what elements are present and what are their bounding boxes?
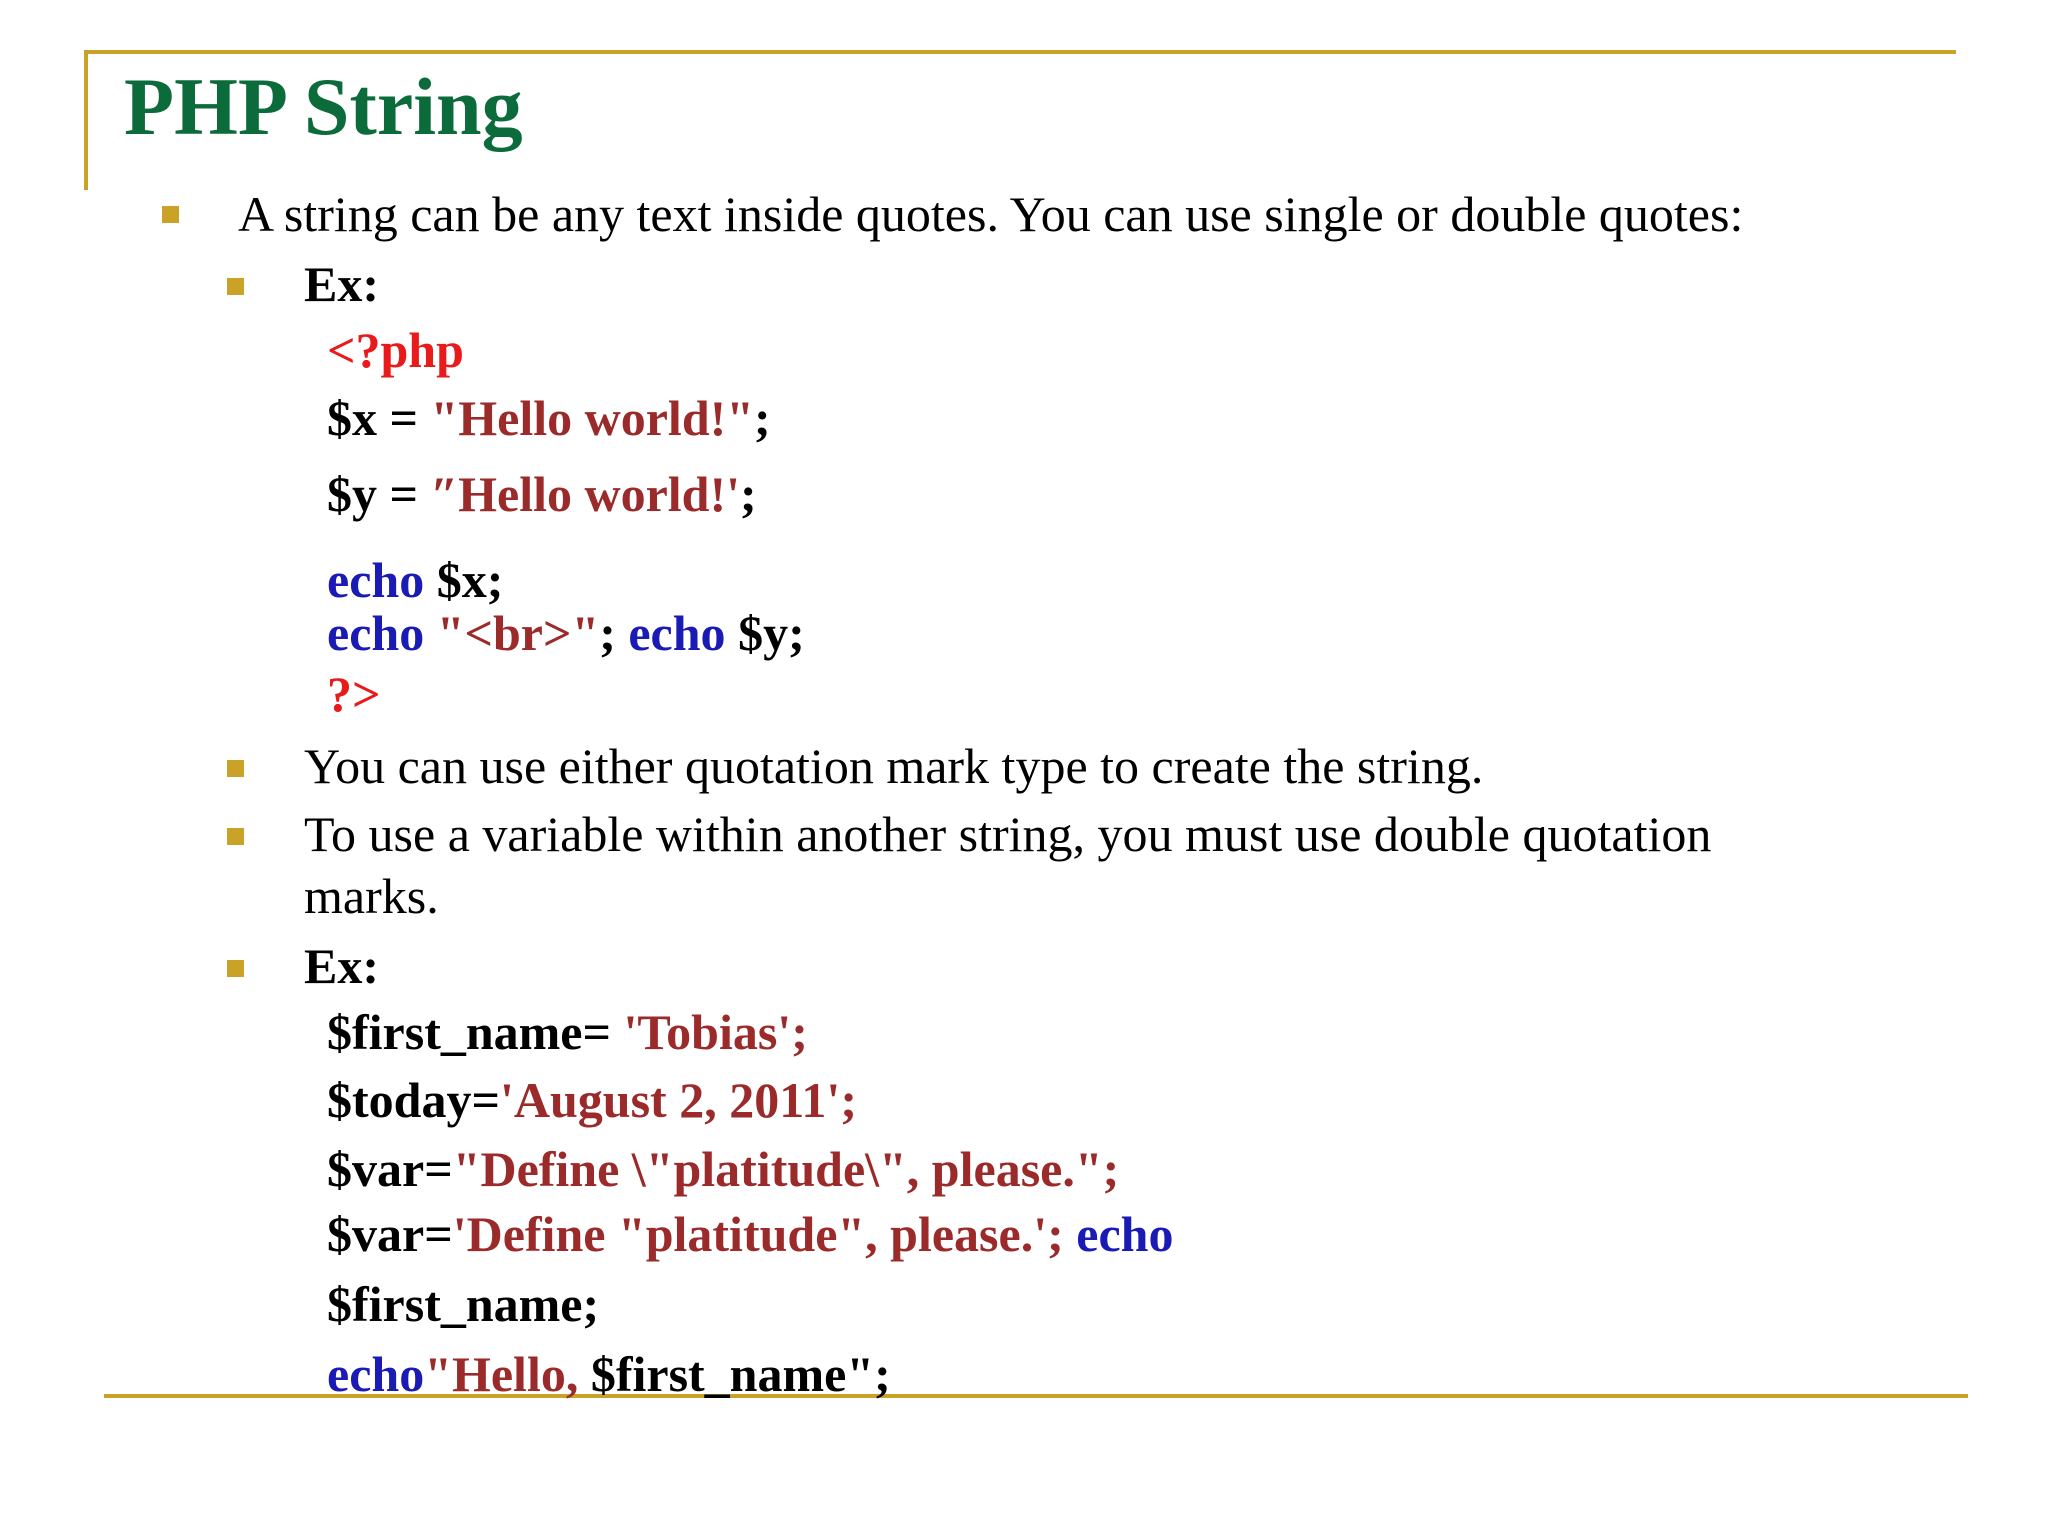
- tobias-string: 'Tobias';: [623, 1004, 808, 1060]
- bullet-square: [227, 278, 244, 295]
- top-rule: [84, 50, 1956, 54]
- code1-line-x: [327, 390, 771, 448]
- code2-line2: [327, 1072, 857, 1130]
- escaped-string: "Define \"platitude\", please.";: [452, 1141, 1120, 1197]
- var-variable: $var: [327, 1206, 425, 1262]
- code1-close-tag: [327, 666, 381, 724]
- code1-line-echo-br: [327, 605, 805, 663]
- bullet-intro: A string can be any text inside quotes. You can use single or double quotes:: [238, 186, 1744, 242]
- bullet-either: You can use either quotation mark type to create the string.: [304, 738, 1484, 794]
- php-close-tag: ?>: [327, 666, 381, 722]
- x-string: "Hello world!": [430, 390, 755, 446]
- bullet-square: [227, 760, 244, 777]
- date-string: 'August 2, 2011';: [499, 1072, 857, 1128]
- string-end: ";: [846, 1346, 891, 1402]
- echo-keyword: echo: [327, 605, 425, 661]
- echo-x-rest: $x;: [424, 552, 504, 608]
- left-rule: [84, 50, 88, 190]
- y-semicolon: ;: [740, 466, 757, 522]
- php-open-tag: <?php: [327, 322, 464, 378]
- first-name-variable: $first_name: [327, 1004, 583, 1060]
- first-name-variable: $first_name: [590, 1346, 847, 1402]
- today-variable: $today: [327, 1072, 472, 1128]
- slide-title: PHP String: [124, 61, 523, 152]
- code1-open-tag: [327, 322, 464, 380]
- code1-line-y: [327, 466, 757, 524]
- bullet-ex2: Ex:: [304, 938, 379, 994]
- code2-line1: [327, 1004, 808, 1062]
- echo-keyword: echo: [1063, 1206, 1174, 1262]
- code1-line-echo-x: [327, 552, 503, 610]
- assign: =: [471, 1072, 500, 1128]
- code2-line4: [327, 1206, 1173, 1264]
- code2-line5: [327, 1276, 599, 1334]
- bullet-ex1: Ex:: [304, 256, 379, 312]
- br-string: "<br>": [424, 605, 600, 661]
- assign: =: [424, 1141, 453, 1197]
- echo-keyword: echo: [628, 605, 726, 661]
- y-variable: $y =: [327, 466, 431, 522]
- x-semicolon: ;: [754, 390, 771, 446]
- assign: =: [582, 1004, 624, 1060]
- single-quoted-string: 'Define "platitude", please.';: [452, 1206, 1064, 1262]
- bullet-square: [227, 960, 244, 977]
- hello-string: "Hello,: [424, 1346, 591, 1402]
- echo-y-rest: $y;: [725, 605, 805, 661]
- y-string: ″Hello world!': [430, 466, 741, 522]
- bullet-square: [227, 828, 244, 845]
- echo-keyword: echo: [327, 552, 425, 608]
- assign: =: [424, 1206, 453, 1262]
- bullet-square: [162, 206, 179, 223]
- first-name-echo: $first_name;: [327, 1276, 600, 1332]
- var-variable: $var: [327, 1141, 425, 1197]
- bullet-variable-line1: To use a variable within another string, you must use double quotation: [304, 806, 1712, 862]
- x-variable: $x =: [327, 390, 431, 446]
- code2-line3: [327, 1141, 1119, 1199]
- echo-keyword: echo: [327, 1346, 425, 1402]
- bullet-variable-line2: marks.: [304, 868, 439, 924]
- echo-separator: ;: [599, 605, 629, 661]
- code2-line6: [327, 1346, 891, 1404]
